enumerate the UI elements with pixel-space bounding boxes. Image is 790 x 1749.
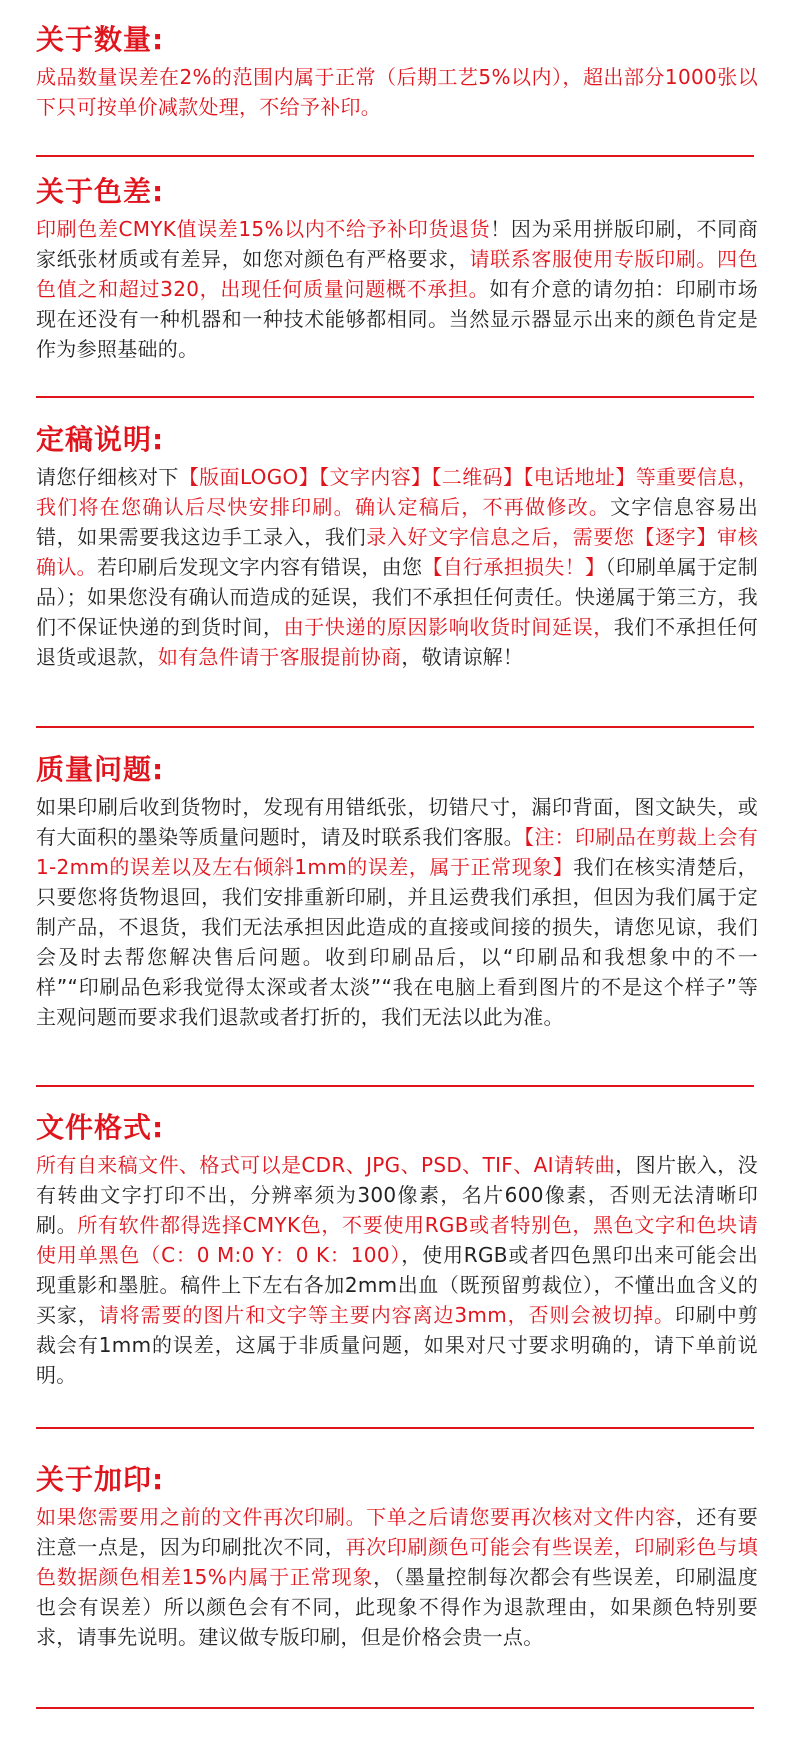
section-divider <box>36 1427 754 1429</box>
section-divider <box>36 396 754 398</box>
text-segment: 录入好文字信息之后，需要您【逐字】审核确认。 <box>36 525 758 579</box>
text-segment: （后期工艺5%以内）， <box>375 65 583 89</box>
text-segment: ，图片嵌入，没有转曲文字打印不出，分辨率须为300像素，名片600像素，否则无法清晰印刷。 <box>36 1153 758 1237</box>
text-segment: ，还有要注意一点是，因为印刷批次不同， <box>36 1505 758 1559</box>
text-segment: ，敬请谅解！ <box>401 645 524 669</box>
text-segment: 若印刷后发现文字内容有错误，由您 <box>97 555 423 579</box>
text-segment: 请联系客服使用专版印刷。四色色值之和超过320，出现任何质量问题概不承担。 <box>36 247 758 301</box>
text-segment: 印刷中剪裁会有1mm的误差，这属于非质量问题，如果对尺寸要求明确的，请下单前说明。 <box>36 1303 759 1387</box>
text-segment: 我们不承担任何退货或退款， <box>36 615 758 669</box>
text-segment: 超出部分1000张以下只可按单价减款处理，不给予补印。 <box>36 65 759 119</box>
text-segment: ，使用RGB或者四色黑印出来可能会出现重影和墨脏。稿件上下左右各加2mm出血（既预留剪裁位），不懂出血含义的买家， <box>36 1243 758 1327</box>
text-segment: （印刷单属于定制品）；如果您没有确认而造成的延误，我们不承担任何责任。快递属于第三方，我们不保证快递的到货时间， <box>36 555 759 639</box>
section-color-difference <box>36 174 758 364</box>
text-segment: 如果您需要用之前的文件再次印刷。下单之后请您要再次核对文件内容 <box>36 1505 676 1529</box>
text-segment: 如有介意的请勿拍：印刷市场现在还没有一种机器和一种技术能够都相同。当然显示器显示出来的颜色肯定是作为参照基础的。 <box>36 277 758 361</box>
section-title: 关于加印: <box>36 1463 165 1496</box>
section-title: 文件格式: <box>36 1111 165 1144</box>
section-body <box>36 792 758 1032</box>
section-body <box>36 1150 758 1390</box>
section-title: 关于色差: <box>36 175 165 208</box>
section-quantity <box>36 22 758 122</box>
text-segment: 再次印刷颜色可能会有些误差，印刷彩色与填色数据颜色相差15%内属于正常现象 <box>36 1535 759 1589</box>
section-divider <box>36 1085 754 1087</box>
text-segment: 请您仔细核对下 <box>36 465 179 489</box>
text-segment: 成品数量误差在2%的范围内属于正常 <box>36 65 376 89</box>
text-segment: 文字信息容易出错，如果需要我这边手工录入，我们 <box>36 495 758 549</box>
section-title: 关于数量: <box>36 23 165 56</box>
text-segment: ，（墨量控制每次都会有些误差，印刷温度也会有误差）所以颜色会有不同，此现象不得作为退款理由，如果颜色特别要求，请事先说明。建议做专版印刷，但是价格会贵一点。 <box>36 1565 758 1649</box>
section-file-format <box>36 1110 758 1390</box>
section-quality-issues <box>36 752 758 1032</box>
section-body <box>36 62 758 122</box>
section-divider <box>36 726 754 728</box>
section-divider <box>36 1707 754 1709</box>
text-segment: 由于快递的原因影响收货时间延误， <box>283 615 614 639</box>
section-body <box>36 1502 758 1652</box>
text-segment: ！因为采用拼版印刷，不同商家纸张材质或有差异，如您对颜色有严格要求， <box>36 217 758 271</box>
section-reprint <box>36 1462 758 1652</box>
text-segment: 【自行承担损失！】 <box>422 555 606 579</box>
section-body <box>36 462 758 672</box>
text-segment: 如果印刷后收到货物时，发现有用错纸张，切错尺寸，漏印背面，图文缺失，或有大面积的墨染等质量问题时，请及时联系我们客服。 <box>36 795 758 849</box>
section-title: 定稿说明: <box>36 423 165 456</box>
section-body <box>36 214 758 364</box>
text-segment: 所有软件都得选择CMYK色，不要使用RGB或者特别色，黑色文字和色块请使用单黑色（C：0 M:0 Y：0 K：100） <box>36 1213 758 1267</box>
text-segment: 【版面LOGO】【文字内容】【二维码】【电话地址】等重要信息，我们将在您确认后尽快安排印刷。确认定稿后，不再做修改。 <box>36 465 758 519</box>
text-segment: 【注：印刷品在剪裁上会有1-2mm的误差以及左右倾斜1mm的误差，属于正常现象】 <box>36 825 758 879</box>
text-segment: 印刷色差CMYK值误差15%以内不给予补印货退货 <box>36 217 491 241</box>
text-segment: 请将需要的图片和文字等主要内容离边3mm，否则会被切掉。 <box>98 1303 675 1327</box>
section-divider <box>36 155 754 157</box>
text-segment: 所有自来稿文件、格式可以是CDR、JPG、PSD、TIF、AI请转曲 <box>36 1153 616 1177</box>
text-segment: 如有急件请于客服提前协商 <box>157 645 402 669</box>
section-title: 质量问题: <box>36 753 165 786</box>
text-segment: 我们在核实清楚后，只要您将货物退回，我们安排重新印刷，并且运费我们承担，但因为我们属于定制产品，不退货，我们无法承担因此造成的直接或间接的损失，请您见谅，我们会及时去帮您解决售后问题。收到印刷品后，以“印刷品和我想象中的不一样”“印刷品色彩我觉得太深或者太淡”“我在电脑上看到图片的不是这个样子”等主观问题而要求我们退款或者打折的，我们无法以此为准。 <box>36 855 758 1029</box>
section-final-draft <box>36 422 758 672</box>
